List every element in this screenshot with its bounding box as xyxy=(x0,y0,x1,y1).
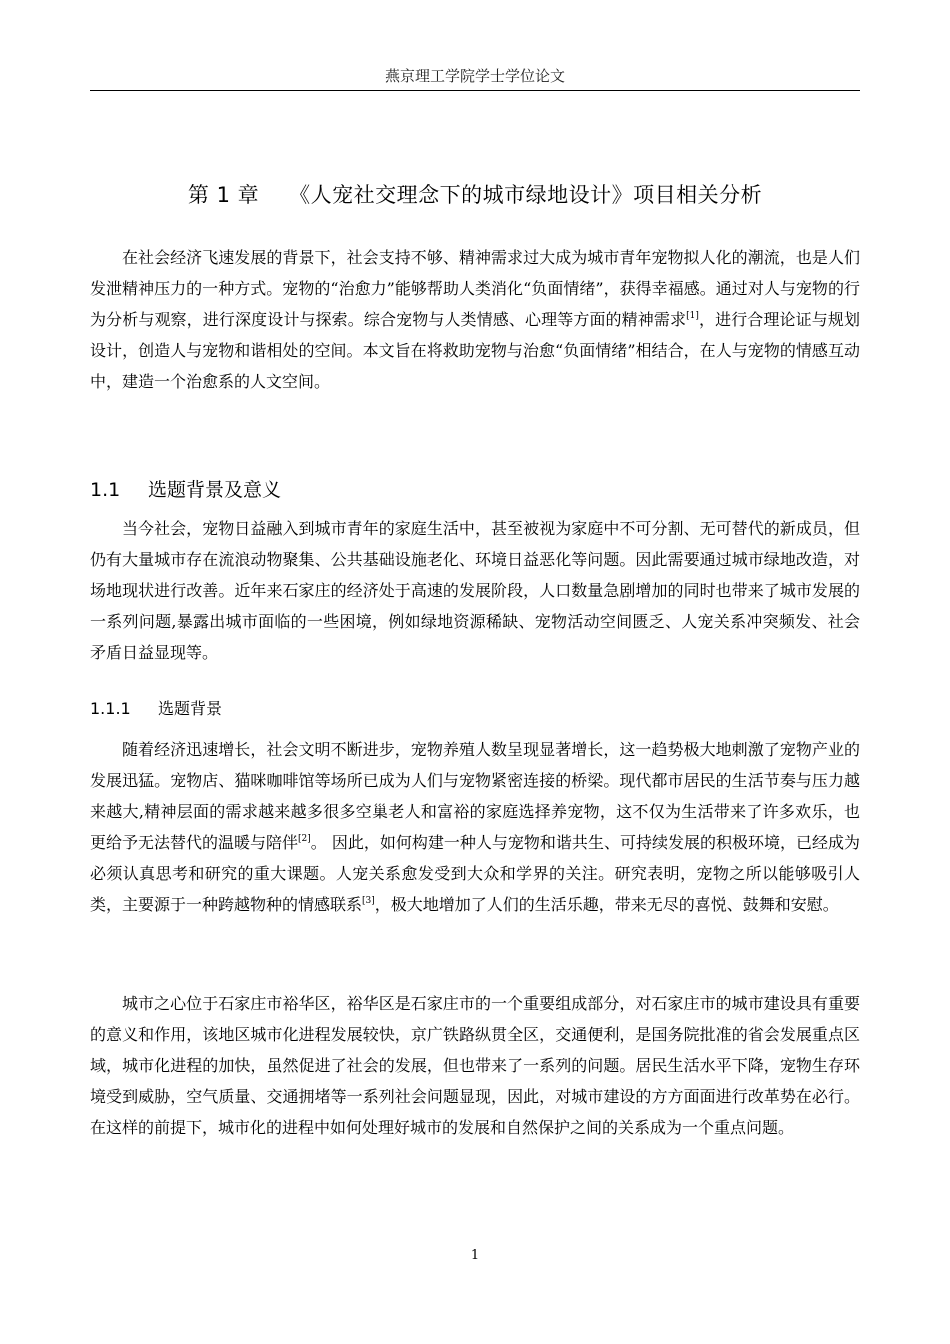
citation-2: [2] xyxy=(298,834,311,844)
para-text-3: ，极大地增加了人们的生活乐趣，带来无尽的喜悦、鼓舞和安慰。 xyxy=(374,895,839,914)
section-title: 选题背景及意义 xyxy=(148,479,282,501)
page-number: 1 xyxy=(470,1248,480,1263)
subsection-title: 选题背景 xyxy=(158,699,223,718)
subsection-paragraph-1 xyxy=(90,734,860,920)
section-heading-1-1 xyxy=(90,476,860,504)
intro-text-2: ，进行合理论证与规划设计，创造人与宠物和谐相处的空间。本文旨在将救助宠物与治愈“负面情绪”相结合，在人与宠物的情感互动中，建造一个治愈系的人文空间。 xyxy=(90,310,860,391)
chapter-number: 第 1 章 xyxy=(187,183,260,207)
chapter-title xyxy=(90,180,860,210)
running-header: 燕京理工学院学士学位论文 xyxy=(384,67,565,85)
section-number: 1.1 xyxy=(90,479,121,501)
para-text-1: 随着经济迅速增长，社会文明不断进步，宠物养殖人数呈现显著增长，这一趋势极大地刺激了宠物产业的发展迅猛。宠物店、猫咪咖啡馆等场所已成为人们与宠物紧密连接的桥梁。现代都市居民的生活节奏与压力越来越大,精神层面的需求越来越多很多空巢老人和富裕的家庭选择养宠物，这不仅为生活带来了许多欢乐，也更给予无法替代的温暖与陪伴 xyxy=(90,740,860,852)
subsection-heading-1-1-1 xyxy=(90,697,860,721)
subsection-number: 1.1.1 xyxy=(90,699,131,718)
intro-text-1: 在社会经济飞速发展的背景下，社会支持不够、精神需求过大成为城市青年宠物拟人化的潮流，也是人们发泄精神压力的一种方式。宠物的“治愈力”能够帮助人类消化“负面情绪”，获得幸福感。通过对人与宠物的行为分析与观察，进行深度设计与探索。综合宠物与人类情感、心理等方面的精神需求 xyxy=(90,248,860,329)
header-divider xyxy=(90,90,860,91)
chapter-title-text: 《人宠社交理念下的城市绿地设计》项目相关分析 xyxy=(289,183,763,207)
citation-3: [3] xyxy=(362,896,375,906)
citation-1: [1] xyxy=(686,311,699,321)
section-1-1-paragraph: 当今社会，宠物日益融入到城市青年的家庭生活中，甚至被视为家庭中不可分割、无可替代的新成员，但仍有大量城市存在流浪动物聚集、公共基础设施老化、环境日益恶化等问题。因此需要通过城市绿地改造，对场地现状进行改善。近年来石家庄的经济处于高速的发展阶段，人口数量急剧增加的同时也带来了城市发展的一系列问题,暴露出城市面临的一些困境，例如绿地资源稀缺、宠物活动空间匮乏、人宠关系冲突频发、社会矛盾日益显现等。 xyxy=(90,519,860,662)
subsection-paragraph-2: 城市之心位于石家庄市裕华区，裕华区是石家庄市的一个重要组成部分，对石家庄市的城市建设具有重要的意义和作用，该地区城市化进程发展较快，京广铁路纵贯全区，交通便利，是国务院批准的省会发展重点区域，城市化进程的加快，虽然促进了社会的发展，但也带来了一系列的问题。居民生活水平下降，宠物生存环境受到威胁，空气质量、交通拥堵等一系列社会问题显现，因此，对城市建设的方方面面进行改革势在必行。在这样的前提下，城市化的进程中如何处理好城市的发展和自然保护之间的关系成为一个重点问题。 xyxy=(90,994,860,1137)
intro-paragraph xyxy=(90,242,860,397)
para-text-2: 。 因此，如何构建一种人与宠物和谐共生、可持续发展的积极环境，已经成为必须认真思考和研究的重大课题。人宠关系愈发受到大众和学界的关注。研究表明，宠物之所以能够吸引人类，主要源于一种跨越物种的情感联系 xyxy=(90,833,860,914)
